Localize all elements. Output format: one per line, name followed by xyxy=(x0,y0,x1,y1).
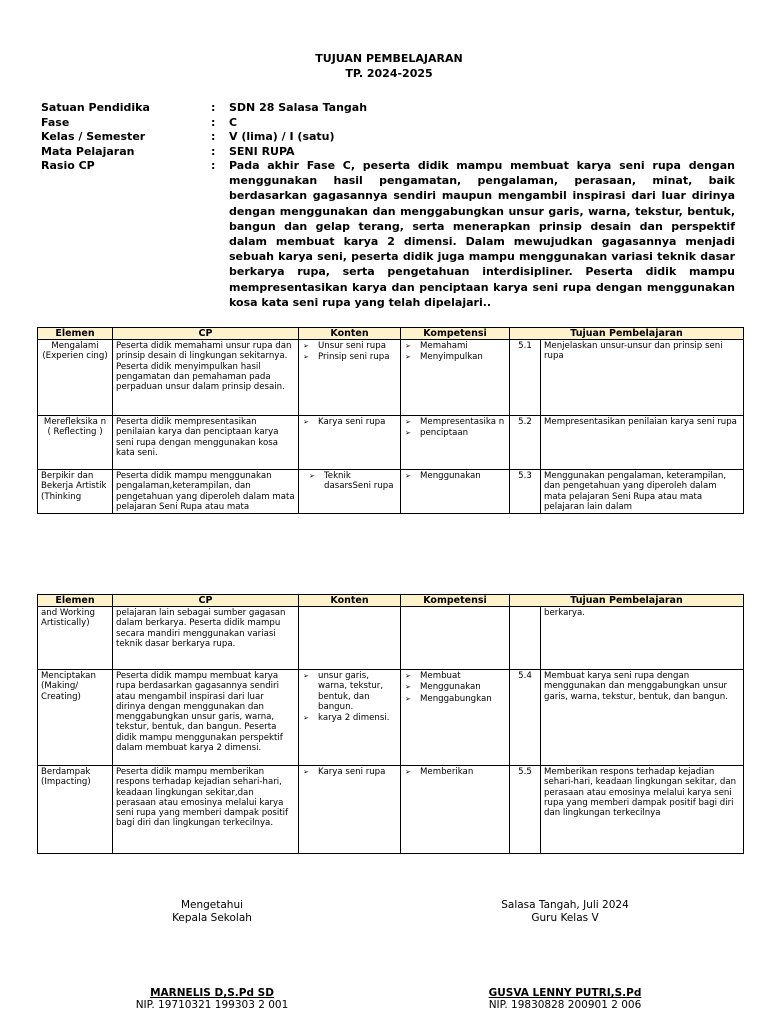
kompetensi-item: ➢ Menggabungkan xyxy=(404,694,506,704)
header-tujuan: Tujuan Pembelajaran xyxy=(510,328,744,340)
konten-item: ➢ unsur garis, warna, tekstur, bentuk, dan bangun. xyxy=(302,671,397,712)
konten-cell xyxy=(299,470,401,514)
cp-cell: Peserta didik memahami unsur rupa dan prinsip desain di lingkungan sekitarnya. Peserta didik menyimpulkan hasil pengamatan dan pemahaman pada perpaduan unsur dalam prinsip desain. xyxy=(113,340,299,416)
tujuan-number: 5.5 xyxy=(510,766,541,854)
konten-item: ➢ Unsur seni rupa xyxy=(302,341,397,351)
tujuan-number: 5.2 xyxy=(510,416,541,470)
signature-right-line2: Guru Kelas V xyxy=(531,912,599,924)
objectives-table-1 xyxy=(37,327,744,514)
signature-left-line2: Kepala Sekolah xyxy=(172,912,252,924)
konten-cell xyxy=(299,607,401,670)
info-colon: : xyxy=(211,159,216,172)
tujuan-number xyxy=(510,607,541,670)
konten-item: ➢ karya 2 dimensi. xyxy=(302,713,397,723)
kompetensi-cell xyxy=(401,670,510,766)
kompetensi-item: ➢ Menggunakan xyxy=(404,471,506,481)
elemen-cell: Mengalami (Experien cing) xyxy=(38,340,113,416)
cp-cell: pelajaran lain sebagai sumber gagasan dalam berkarya. Peserta didik mampu secara mandiri menggunakan variasi teknik dasar berkarya rupa. xyxy=(113,607,299,670)
info-label-rasio: Rasio CP xyxy=(41,159,95,172)
info-colon: : xyxy=(211,145,216,158)
konten-item: ➢ Karya seni rupa xyxy=(302,767,397,777)
info-value-fase: C xyxy=(229,116,238,129)
tujuan-cell: Mempresentasikan penilaian karya seni rupa xyxy=(541,416,744,470)
kompetensi-cell xyxy=(401,340,510,416)
kompetensi-item: ➢ Membuat xyxy=(404,671,506,681)
cp-cell: Peserta didik mampu menggunakan pengalaman,keterampilan, dan pengetahuan yang diperoleh dalam mata pelajaran Seni Rupa atau mata xyxy=(113,470,299,514)
table-row xyxy=(38,340,744,416)
signature-left xyxy=(112,899,312,924)
header-kompetensi: Kompetensi xyxy=(401,328,510,340)
header-cp: CP xyxy=(113,328,299,340)
info-colon: : xyxy=(211,130,216,143)
cp-cell: Peserta didik mampu memberikan respons terhadap kejadian sehari-hari, keadaan lingkungan sekitar,dan perasaan atau emosinya melalui karya seni rupa yang memberi dampak positif bagi diri dan lingkungan terkecilnya. xyxy=(113,766,299,854)
info-label-satuan: Satuan Pendidika xyxy=(41,101,150,114)
info-colon: : xyxy=(211,116,216,129)
elemen-cell: Berpikir dan Bekerja Artistik (Thinking xyxy=(38,470,113,514)
headmaster-nip: NIP. 19710321 199303 2 001 xyxy=(135,999,289,1011)
signature-left-line1: Mengetahui xyxy=(180,899,244,911)
table-row xyxy=(38,670,744,766)
konten-cell xyxy=(299,340,401,416)
header-elemen: Elemen xyxy=(38,595,113,607)
document-title: TUJUAN PEMBELAJARAN xyxy=(315,52,463,65)
kompetensi-item: ➢ Mempresentasika n xyxy=(404,417,506,427)
kompetensi-item: ➢ Memberikan xyxy=(404,767,506,777)
header-konten: Konten xyxy=(299,328,401,340)
konten-item: ➢ Teknik dasarsSeni rupa xyxy=(308,471,397,492)
tujuan-cell: berkarya. xyxy=(541,607,744,670)
info-value-satuan: SDN 28 Salasa Tangah xyxy=(229,101,368,114)
konten-cell xyxy=(299,416,401,470)
elemen-cell: Menciptakan (Making/ Creating) xyxy=(38,670,113,766)
teacher-nip: NIP. 19830828 200901 2 006 xyxy=(488,999,642,1011)
document-year: TP. 2024-2025 xyxy=(345,67,433,80)
signature-right xyxy=(455,899,675,924)
konten-cell xyxy=(299,670,401,766)
table-row xyxy=(38,766,744,854)
kompetensi-item: ➢ Menyimpulkan xyxy=(404,352,506,362)
kompetensi-item: ➢ Memahami xyxy=(404,341,506,351)
cp-cell: Peserta didik mampu membuat karya rupa berdasarkan gagasannya sendiri atau mengambil inspirasi dari luar dirinya dengan menggunakan dan menggabungkan unsur garis, warna, tekstur, bentuk, dan bangun. Peserta didik mampu menggunakan perspektif dalam membuat karya 2 dimensi. xyxy=(113,670,299,766)
kompetensi-cell xyxy=(401,416,510,470)
tujuan-number: 5.1 xyxy=(510,340,541,416)
konten-item: ➢ Karya seni rupa xyxy=(302,417,397,427)
headmaster-name: MARNELIS D,S.Pd SD xyxy=(150,987,274,999)
header-konten: Konten xyxy=(299,595,401,607)
tujuan-cell: Menggunakan pengalaman, keterampilan, dan pengetahuan yang diperoleh dalam mata pelajaran Seni Rupa atau mata pelajaran lain dalam xyxy=(541,470,744,514)
elemen-cell: and Working Artistically) xyxy=(38,607,113,670)
tujuan-cell: Menjelaskan unsur-unsur dan prinsip seni rupa xyxy=(541,340,744,416)
tujuan-cell: Memberikan respons terhadap kejadian sehari-hari, keadaan lingkungan sekitar, dan perasaan atau emosinya melalui karya seni rupa yang memberi dampak positif bagi diri dan lingkungan terkecilnya xyxy=(541,766,744,854)
konten-item: ➢ Prinsip seni rupa xyxy=(302,352,397,362)
info-value-kelas: V (lima) / I (satu) xyxy=(229,130,335,143)
table-header-row xyxy=(38,595,744,607)
info-value-mapel: SENI RUPA xyxy=(229,145,295,158)
elemen-cell: Merefleksika n ( Reflecting ) xyxy=(38,416,113,470)
info-label-fase: Fase xyxy=(41,116,70,129)
kompetensi-item: ➢ Menggunakan xyxy=(404,682,506,692)
cp-cell: Peserta didik mempresentasikan penilaian karya dan penciptaan karya seni rupa dengan menggunakan kosa kata seni. xyxy=(113,416,299,470)
header-elemen: Elemen xyxy=(38,328,113,340)
signature-right-name-block xyxy=(455,987,675,1011)
header-kompetensi: Kompetensi xyxy=(401,595,510,607)
rasio-cp-text: Pada akhir Fase C, peserta didik mampu membuat karya seni rupa dengan menggunakan hasil pengamatan, pengalaman, perasaan, minat, baik berdasarkan gagasannya sendiri maupun mengambil inspirasi dari luar dirinya dengan menggunakan dan menggabungkan unsur garis, warna, tekstur, bentuk, bangun dan gelap terang, serta menerapkan prinsip desain dan perspektif dalam membuat karya 2 dimensi. Dalam mewujudkan gagasannya menjadi sebuah karya seni, peserta didik juga mampu menggunakan variasi teknik dasar berkarya rupa, serta pengetahuan interdisipliner. Peserta didik mampu mempresentasikan karya dan penciptaan karya seni rupa dengan menggunakan kosa kata seni rupa yang telah dipelajari.. xyxy=(229,159,735,309)
tujuan-cell: Membuat karya seni rupa dengan menggunakan dan menggabungkan unsur garis, warna, tekstur, bentuk, dan bangun. xyxy=(541,670,744,766)
kompetensi-item: ➢ penciptaan xyxy=(404,428,506,438)
info-colon: : xyxy=(211,101,216,114)
info-label-mapel: Mata Pelajaran xyxy=(41,145,135,158)
header-cp: CP xyxy=(113,595,299,607)
signature-right-line1: Salasa Tangah, Juli 2024 xyxy=(501,899,629,911)
objectives-table-2 xyxy=(37,594,744,854)
table-row xyxy=(38,470,744,514)
table-row xyxy=(38,416,744,470)
konten-cell xyxy=(299,766,401,854)
table-row xyxy=(38,607,744,670)
info-label-kelas: Kelas / Semester xyxy=(41,130,146,143)
table-header-row xyxy=(38,328,744,340)
kompetensi-cell xyxy=(401,766,510,854)
tujuan-number: 5.4 xyxy=(510,670,541,766)
kompetensi-cell xyxy=(401,607,510,670)
tujuan-number: 5.3 xyxy=(510,470,541,514)
kompetensi-cell xyxy=(401,470,510,514)
header-tujuan: Tujuan Pembelajaran xyxy=(510,595,744,607)
signature-left-name-block xyxy=(112,987,312,1011)
elemen-cell: Berdampak (Impacting) xyxy=(38,766,113,854)
teacher-name: GUSVA LENNY PUTRI,S.Pd xyxy=(488,987,642,999)
